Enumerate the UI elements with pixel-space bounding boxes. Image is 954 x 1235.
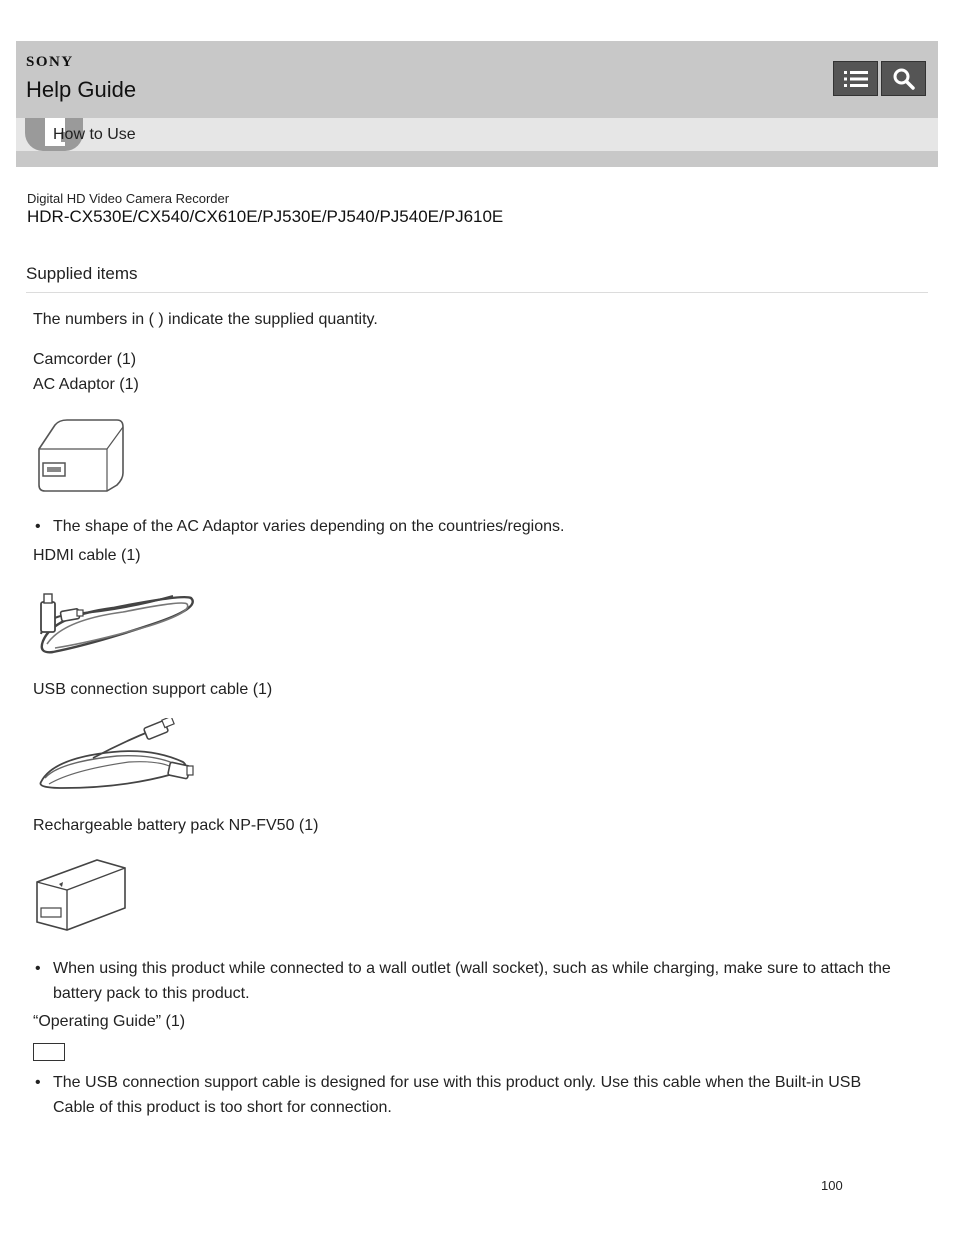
- bullet: •: [35, 518, 41, 535]
- intro-text: The numbers in ( ) indicate the supplied quantity.: [33, 311, 378, 328]
- note-adaptor-text: The shape of the AC Adaptor varies depending on the countries/regions.: [53, 518, 565, 535]
- sony-logo: SONY: [26, 54, 74, 70]
- note-adaptor: [33, 515, 903, 540]
- item-operating-guide: “Operating Guide” (1): [33, 1013, 186, 1030]
- hdmi-cable-image: [33, 586, 198, 661]
- search-button[interactable]: [881, 61, 926, 96]
- page-number: 100: [821, 1178, 843, 1193]
- page-title: Supplied items: [26, 264, 138, 283]
- menu-button[interactable]: [833, 61, 878, 96]
- note-battery-text: When using this product while connected to a wall outlet (wall socket), such as while charging, make sure to attach the battery pack to this product.: [53, 960, 891, 1002]
- product-category: Digital HD Video Camera Recorder: [27, 191, 230, 206]
- usb-cable-image: [33, 718, 198, 798]
- item-camcorder: Camcorder (1): [33, 351, 137, 368]
- item-ac-adaptor: AC Adaptor (1): [33, 376, 139, 393]
- how-to-use-link[interactable]: How to Use: [53, 126, 136, 143]
- help-guide-title: Help Guide: [26, 77, 137, 102]
- divider: [26, 292, 928, 293]
- header-strip: [16, 151, 938, 167]
- list-icon: [843, 69, 869, 89]
- breadcrumb-bar: [16, 118, 938, 151]
- note-usb: [33, 1071, 903, 1120]
- note-usb-text: The USB connection support cable is designed for use with this product only. Use this cable when the Built-in USB Cable of this product is too short for connection.: [53, 1074, 862, 1116]
- operating-guide-image: [33, 1043, 65, 1061]
- header-bar: [16, 41, 938, 118]
- note-battery: [33, 957, 903, 1006]
- bullet: •: [35, 960, 41, 977]
- item-battery: Rechargeable battery pack NP-FV50 (1): [33, 817, 319, 834]
- bullet: •: [35, 1074, 41, 1091]
- model-name: HDR-CX530E/CX540/CX610E/PJ530E/PJ540/PJ540E/PJ610E: [27, 207, 504, 226]
- item-usb-cable: USB connection support cable (1): [33, 681, 273, 698]
- ac-adaptor-image: [33, 415, 129, 495]
- battery-pack-image: [33, 856, 129, 936]
- item-hdmi: HDMI cable (1): [33, 547, 141, 564]
- search-icon: [892, 67, 916, 91]
